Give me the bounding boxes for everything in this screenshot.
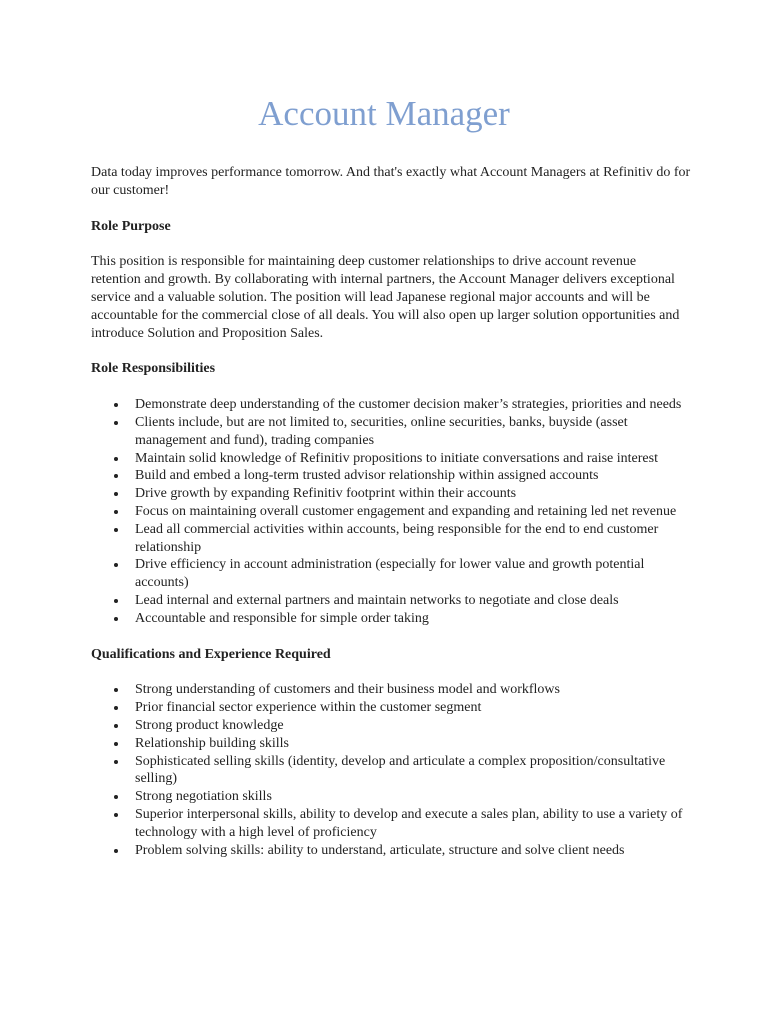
list-item: Demonstrate deep understanding of the customer decision maker’s strategies, priorities and needs xyxy=(91,396,691,414)
bullet-icon xyxy=(114,528,118,532)
bullet-icon xyxy=(114,403,118,407)
responsibilities-list xyxy=(91,396,691,627)
document-body xyxy=(91,164,691,877)
bullet-icon xyxy=(114,474,118,478)
bullet-icon xyxy=(114,724,118,728)
bullet-icon xyxy=(114,849,118,853)
list-item: Problem solving skills: ability to understand, articulate, structure and solve client needs xyxy=(91,842,691,860)
bullet-icon xyxy=(114,688,118,692)
list-item: Relationship building skills xyxy=(91,735,691,753)
list-item: Build and embed a long-term trusted advisor relationship within assigned accounts xyxy=(91,467,691,485)
bullet-icon xyxy=(114,421,118,425)
role-responsibilities-heading: Role Responsibilities xyxy=(91,361,216,377)
bullet-icon xyxy=(114,563,118,567)
list-item: Prior financial sector experience within the customer segment xyxy=(91,699,691,717)
list-item: Strong negotiation skills xyxy=(91,788,691,806)
bullet-icon xyxy=(114,760,118,764)
bullet-icon xyxy=(114,813,118,817)
list-item: Focus on maintaining overall customer engagement and expanding and retaining led net revenue xyxy=(91,503,691,521)
bullet-icon xyxy=(114,510,118,514)
role-purpose-heading: Role Purpose xyxy=(91,218,171,234)
list-item: Strong understanding of customers and their business model and workflows xyxy=(91,681,691,699)
list-item: Drive efficiency in account administration (especially for lower value and growth potential accounts) xyxy=(91,556,691,592)
bullet-icon xyxy=(114,742,118,746)
list-item: Clients include, but are not limited to, securities, online securities, banks, buyside (asset management and fund), trading companies xyxy=(91,414,691,450)
list-item: Lead all commercial activities within accounts, being responsible for the end to end customer relationship xyxy=(91,521,691,557)
qualifications-heading: Qualifications and Experience Required xyxy=(91,646,331,662)
list-item: Strong product knowledge xyxy=(91,717,691,735)
bullet-icon xyxy=(114,599,118,603)
bullet-icon xyxy=(114,492,118,496)
list-item: Maintain solid knowledge of Refinitiv propositions to initiate conversations and raise interest xyxy=(91,450,691,468)
qualifications-list xyxy=(91,681,691,859)
page-title: Account Manager xyxy=(258,94,510,133)
list-item: Lead internal and external partners and maintain networks to negotiate and close deals xyxy=(91,592,691,610)
list-item: Drive growth by expanding Refinitiv footprint within their accounts xyxy=(91,485,691,503)
bullet-icon xyxy=(114,795,118,799)
list-item: Accountable and responsible for simple order taking xyxy=(91,610,691,628)
role-purpose-paragraph: This position is responsible for maintaining deep customer relationships to drive account revenue retention and growth. By collaborating with internal partners, the Account Manager delivers exceptional service and a valuable solution. The position will lead Japanese regional major accounts and will be accountable for the commercial close of all deals. You will also open up larger solution opportunities and introduce Solution and Proposition Sales. xyxy=(91,254,680,341)
list-item: Sophisticated selling skills (identity, develop and articulate a complex proposition/consultative selling) xyxy=(91,753,691,789)
list-item: Superior interpersonal skills, ability to develop and execute a sales plan, ability to use a variety of technology with a high level of proficiency xyxy=(91,806,691,842)
bullet-icon xyxy=(114,706,118,710)
bullet-icon xyxy=(114,457,118,461)
intro-paragraph: Data today improves performance tomorrow. And that's exactly what Account Managers at Refinitiv do for our customer! xyxy=(91,165,691,198)
bullet-icon xyxy=(114,617,118,621)
